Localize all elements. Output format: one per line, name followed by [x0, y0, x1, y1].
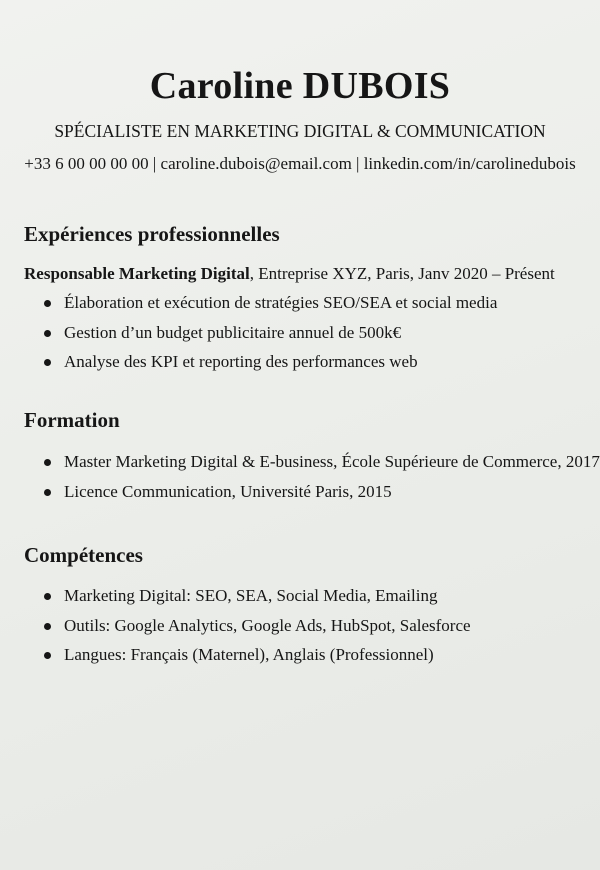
bullet-icon	[44, 489, 51, 496]
bullet-icon	[44, 300, 51, 307]
job-entry	[24, 262, 555, 286]
contact-line: +33 6 00 00 00 00 | caroline.dubois@email.com | linkedin.com/in/carolinedubois	[24, 154, 576, 173]
job-title: Responsable Marketing Digital	[24, 264, 250, 283]
list-item-text: Licence Communication, Université Paris, 2015	[64, 481, 392, 501]
bullet-icon	[44, 593, 51, 600]
list-item-text: Marketing Digital: SEO, SEA, Social Media, Emailing	[64, 586, 438, 605]
list-item	[40, 347, 497, 377]
experience-list	[40, 288, 497, 377]
list-item	[40, 318, 497, 348]
bullet-icon	[44, 623, 51, 630]
list-item	[40, 640, 471, 670]
job-details: , Entreprise XYZ, Paris, Janv 2020 – Présent	[249, 264, 555, 283]
list-item-text: Langues: Français (Maternel), Anglais (Professionnel)	[64, 645, 434, 664]
list-item	[40, 288, 497, 318]
candidate-name: Caroline DUBOIS	[149, 65, 451, 107]
skills-list	[40, 581, 471, 670]
list-item	[40, 611, 471, 641]
list-item-text: Élaboration et exécution de stratégies SEO/SEA et social media	[64, 293, 498, 312]
education-heading: Formation	[24, 408, 120, 432]
list-item	[40, 447, 600, 477]
list-item-text: Outils: Google Analytics, Google Ads, HubSpot, Salesforce	[64, 615, 471, 635]
bullet-icon	[44, 652, 51, 659]
bullet-icon	[44, 330, 51, 337]
list-item-text: Gestion d’un budget publicitaire annuel de 500k€	[64, 322, 402, 342]
education-list	[40, 447, 600, 506]
experience-heading: Expériences professionnelles	[24, 222, 280, 246]
bullet-icon	[44, 359, 51, 366]
list-item	[40, 581, 471, 611]
list-item-text: Analyse des KPI et reporting des performances web	[64, 352, 418, 371]
bullet-icon	[44, 459, 51, 466]
skills-heading: Compétences	[24, 543, 143, 567]
list-item-text: Master Marketing Digital & E-business, École Supérieure de Commerce, 2017	[64, 452, 600, 471]
job-headline: SPÉCIALISTE EN MARKETING DIGITAL & COMMUNICATION	[54, 121, 546, 141]
list-item	[40, 477, 600, 507]
